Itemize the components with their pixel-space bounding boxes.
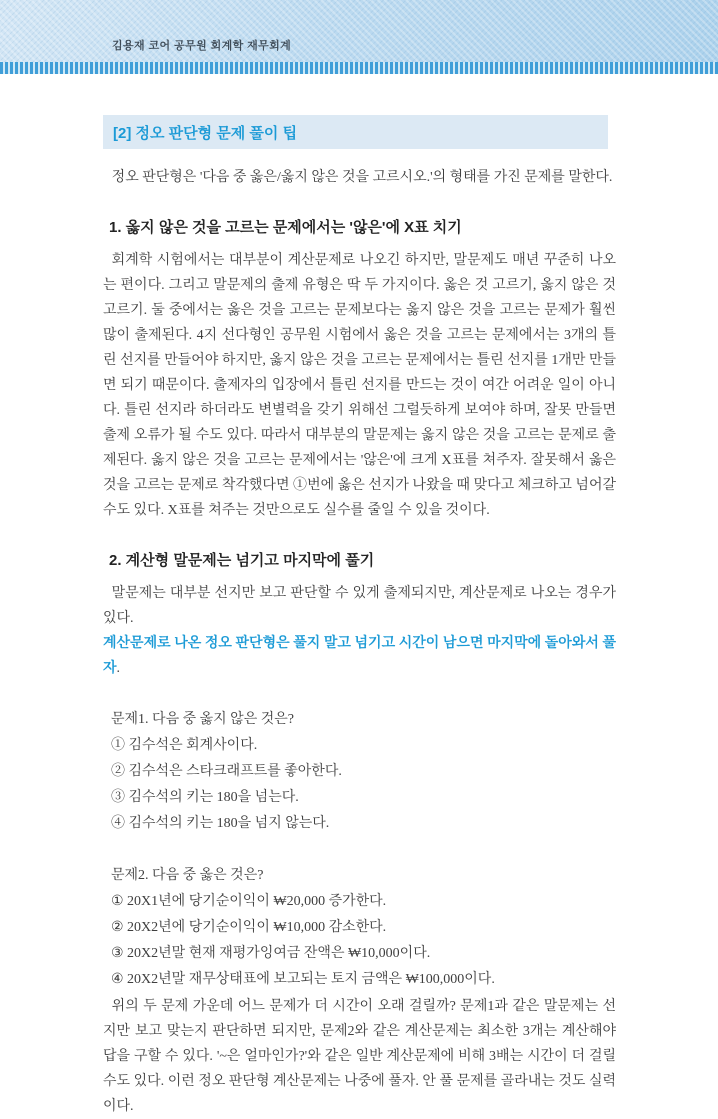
tip2-body: 말문제는 대부분 선지만 보고 판단할 수 있게 출제되지만, 계산문제로 나오는 경우가 있다.	[103, 586, 616, 626]
problem1-block	[103, 707, 616, 837]
page-header-band	[0, 0, 718, 62]
section-intro: 정오 판단형은 '다음 중 옳은/옳지 않은 것을 고르시오.'의 형태를 가진 문제를 말한다.	[111, 170, 613, 185]
section-title-bar	[103, 115, 608, 149]
problem1-title: 문제1. 다음 중 옳지 않은 것은?	[111, 712, 294, 727]
problem1-choice-4: ④ 김수석의 키는 180을 넘지 않는다.	[111, 816, 330, 831]
tip1-body: 회계학 시험에서는 대부분이 계산문제로 나오긴 하지만, 말문제도 매년 꾸준히 나오는 편이다. 그리고 말문제의 출제 유형은 딱 두 가지이다. 옳은 것 고르기, 옳지 않은 것 고르기. 둘 중에서는 옳은 것을 고르는 문제보다는 옳지 않은 것을 고르는 문제가 훨씬 많이 출제된다. 4지 선다형인 공무원 시험에서 옳은 것을 고르는 문제에서는 3개의 틀린 선지를 만들어야 하지만, 옳지 않은 것을 고르는 문제에서는 틀린 선지를 1개만 만들면 되기 때문이다. 출제자의 입장에서 틀린 선지를 만드는 것이 여간 어려운 일이 아니다. 틀린 선지라 하더라도 변별력을 갖기 위해선 그럴듯하게 보여야 하며, 잘못 만들면 출제 오류가 될 수도 있다. 따라서 대부분의 말문제는 옳지 않은 것을 고르는 문제로 출제된다. 옳지 않은 것을 고르는 문제에서는 '않은'에 크게 X표를 쳐주자. 잘못해서 옳은 것을 고르는 문제로 착각했다면 ①번에 옳은 선지가 나왔을 때 맞다고 체크하고 넘어갈 수도 있다. X표를 쳐주는 것만으로도 실수를 줄일 수 있을 것이다.	[103, 253, 616, 518]
problem2-choice-4: ④ 20X2년말 재무상태표에 보고되는 토지 금액은 ₩100,000이다.	[111, 972, 495, 987]
closing-paragraph: 위의 두 문제 가운데 어느 문제가 더 시간이 오래 걸릴까? 문제1과 같은 말문제는 선지만 보고 맞는지 판단하면 되지만, 문제2와 같은 계산문제는 최소한 3개는 계산해야 답을 구할 수 있다. '~은 얼마인가?'와 같은 일반 계산문제에 비해 3배는 시간이 더 걸릴 수도 있다. 이런 정오 판단형 계산문제는 나중에 풀자. 안 풀 문제를 골라내는 것도 실력이다.	[103, 999, 616, 1114]
problem2-choice-1: ① 20X1년에 당기순이익이 ₩20,000 증가한다.	[111, 894, 387, 909]
problem2-title: 문제2. 다음 중 옳은 것은?	[111, 868, 264, 883]
problem2-block	[103, 863, 616, 993]
tip2-heading: 2. 계산형 말문제는 넘기고 마지막에 풀기	[109, 552, 375, 569]
problem2-choice-2: ② 20X2년에 당기순이익이 ₩10,000 감소한다.	[111, 920, 387, 935]
page-content	[0, 74, 718, 1119]
problem2-choice-3: ③ 20X2년말 현재 재평가잉여금 잔액은 ₩10,000이다.	[111, 946, 431, 961]
decorative-stripe-band	[0, 62, 718, 74]
problem1-choice-1: ① 김수석은 회계사이다.	[111, 738, 258, 753]
tip2-highlight-line	[103, 631, 616, 681]
problem1-choice-2: ② 김수석은 스타크래프트를 좋아한다.	[111, 764, 342, 779]
problem1-choice-3: ③ 김수석의 키는 180을 넘는다.	[111, 790, 299, 805]
section-title: [2] 정오 판단형 문제 풀이 팁	[113, 124, 298, 142]
tip2-highlight-period: .	[116, 661, 121, 676]
tip2-highlight-text: 계산문제로 나온 정오 판단형은 풀지 말고 넘기고 시간이 남으면 마지막에 돌아와서 풀자	[103, 636, 616, 676]
book-title: 김용재 코어 공무원 회계학 재무회계	[112, 40, 292, 52]
tip1-heading: 1. 옳지 않은 것을 고르는 문제에서는 '않은'에 X표 치기	[109, 219, 462, 236]
